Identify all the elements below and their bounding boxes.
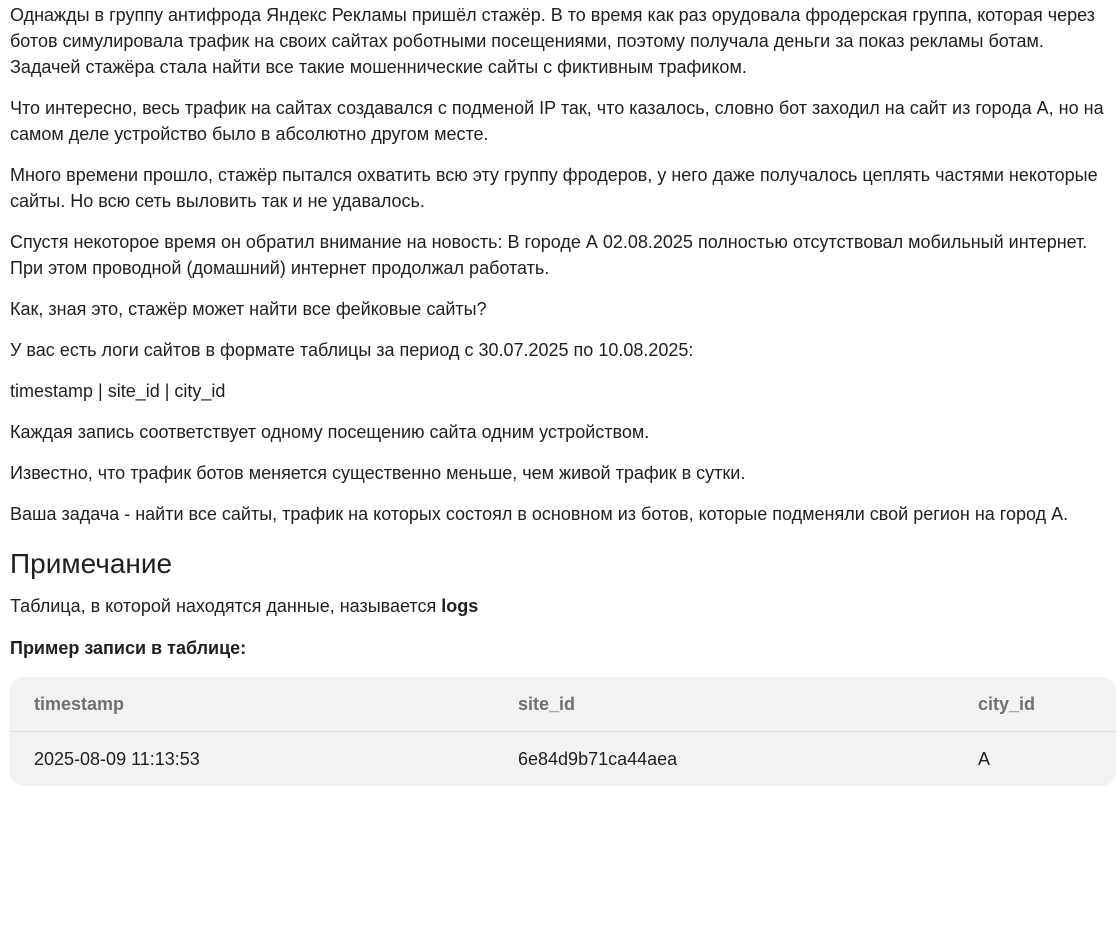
paragraph-log-format: timestamp | site_id | city_id (10, 381, 226, 401)
paragraph-record-meaning: Каждая запись соответствует одному посещению сайта одним устройством. (10, 422, 650, 442)
paragraph-ip-spoofing: Что интересно, весь трафик на сайтах создавался с подменой IP так, что казалось, словно бот заходил на сайт из города А, но на самом деле устройство было в абсолютно другом месте. (10, 98, 1104, 144)
paragraph-news: Спустя некоторое время он обратил внимание на новость: В городе А 02.08.2025 полностью отсутствовал мобильный интернет. При этом проводной (домашний) интернет продолжал работать. (10, 232, 1088, 278)
paragraph-intro: Однажды в группу антифрода Яндекс Рекламы пришёл стажёр. В то время как раз орудовала фродерская группа, которая через ботов симулировала трафик на своих сайтах роботными посещениями, поэтому получала деньги за показ рекламы ботам. Задачей стажёра стала найти все такие мошеннические сайты с фиктивным трафиком. (10, 5, 1095, 77)
cell-city-id: A (978, 748, 991, 769)
table-row (10, 732, 1116, 787)
paragraph-logs-period: У вас есть логи сайтов в формате таблицы за период с 30.07.2025 по 10.08.2025: (10, 340, 694, 360)
paragraph-bot-traffic: Известно, что трафик ботов меняется существенно меньше, чем живой трафик в сутки. (10, 463, 746, 483)
example-label: Пример записи в таблице: (10, 638, 247, 658)
paragraph-task: Ваша задача - найти все сайты, трафик на которых состоял в основном из ботов, которые подменяли свой регион на город А. (10, 504, 1069, 524)
note-text (10, 593, 1118, 619)
note-text-prefix: Таблица, в которой находятся данные, называется (10, 596, 442, 616)
table-name: logs (441, 596, 479, 616)
note-heading: Примечание (10, 548, 173, 579)
column-header-timestamp: timestamp (10, 677, 494, 732)
example-table (10, 677, 1116, 786)
table-header-row (10, 677, 1116, 732)
cell-timestamp: 2025-08-09 11:13:53 (34, 748, 200, 769)
cell-site-id: 6e84d9b71ca44aea (518, 748, 678, 769)
column-header-site-id: site_id (494, 677, 954, 732)
paragraph-time-passed: Много времени прошло, стажёр пытался охватить всю эту группу фродеров, у него даже получалось цеплять частями некоторые сайты. Но всю сеть выловить так и не удавалось. (10, 165, 1098, 211)
paragraph-question: Как, зная это, стажёр может найти все фейковые сайты? (10, 299, 487, 319)
column-header-city-id: city_id (954, 677, 1116, 732)
